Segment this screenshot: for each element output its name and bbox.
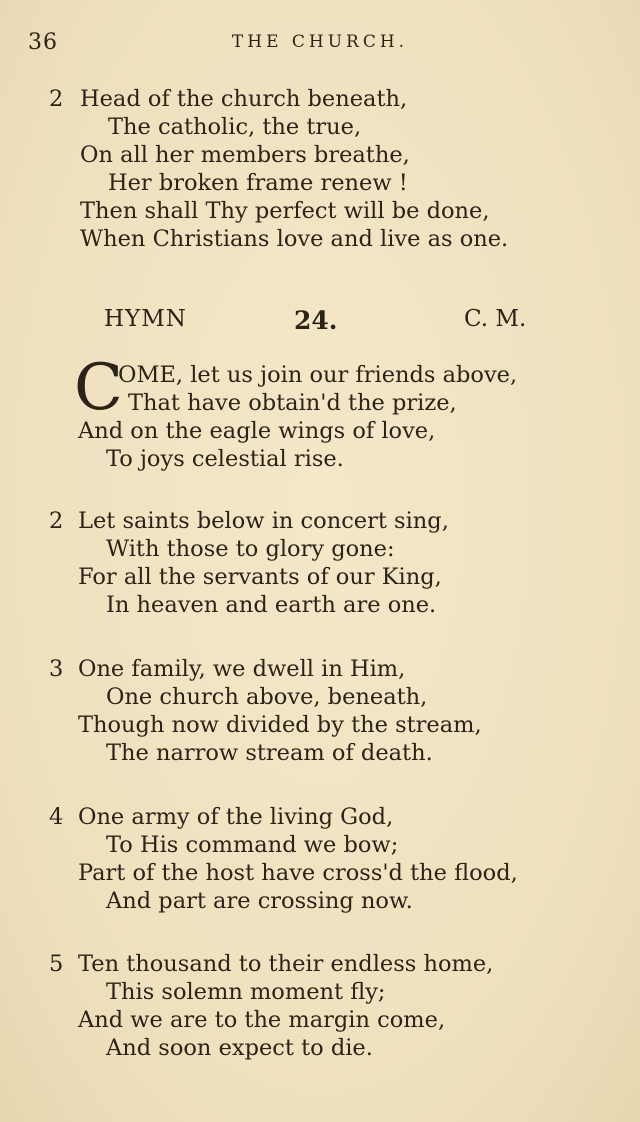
hymn-number: 24. (294, 306, 338, 335)
verse-line: One army of the living God, (78, 804, 394, 830)
verse-line: The catholic, the true, (108, 114, 362, 140)
page-number: 36 (28, 30, 58, 55)
verse-line: And soon expect to die. (106, 1035, 373, 1061)
stanza-number: 3 (49, 656, 64, 682)
verse-line: Her broken frame renew ! (108, 170, 408, 196)
stanza-number: 5 (49, 951, 64, 977)
running-head: THE CHURCH. (231, 32, 409, 52)
verse-line: And part are crossing now. (106, 888, 413, 914)
verse-line: Ten thousand to their endless home, (78, 951, 494, 977)
verse-line: In heaven and earth are one. (106, 592, 437, 618)
verse-line: To His command we bow; (106, 832, 399, 858)
stanza-number: 2 (49, 508, 64, 534)
stanza-number: 2 (49, 86, 64, 112)
verse-line: On all her members breathe, (80, 142, 410, 168)
drop-cap: C (74, 351, 123, 425)
verse-line: With those to glory gone: (106, 536, 395, 562)
hymn-heading (0, 306, 640, 336)
verse-line: And on the eagle wings of love, (78, 418, 436, 444)
verse-line: The narrow stream of death. (106, 740, 433, 766)
verse-line: This solemn moment fly; (106, 979, 386, 1005)
verse-line: And we are to the margin come, (78, 1007, 446, 1033)
hymn-label: HYMN (104, 306, 187, 332)
verse-line: Head of the church beneath, (80, 86, 408, 112)
verse-line: Then shall Thy perfect will be done, (80, 198, 490, 224)
verse-line: To joys celestial rise. (106, 446, 344, 472)
verse-line: Let saints below in concert sing, (78, 508, 449, 534)
verse-line: OME, let us join our friends above, (118, 362, 518, 388)
hymn-meter: C. M. (464, 306, 527, 332)
verse-line: When Christians love and live as one. (80, 226, 509, 252)
verse-line: One church above, beneath, (106, 684, 428, 710)
page-header (0, 30, 640, 60)
verse-line: That have obtain'd the prize, (128, 390, 457, 416)
verse-line: One family, we dwell in Him, (78, 656, 406, 682)
stanza-number: 4 (49, 804, 64, 830)
verse-line: Part of the host have cross'd the flood, (78, 860, 518, 886)
verse-line: Though now divided by the stream, (78, 712, 482, 738)
verse-line: For all the servants of our King, (78, 564, 442, 590)
